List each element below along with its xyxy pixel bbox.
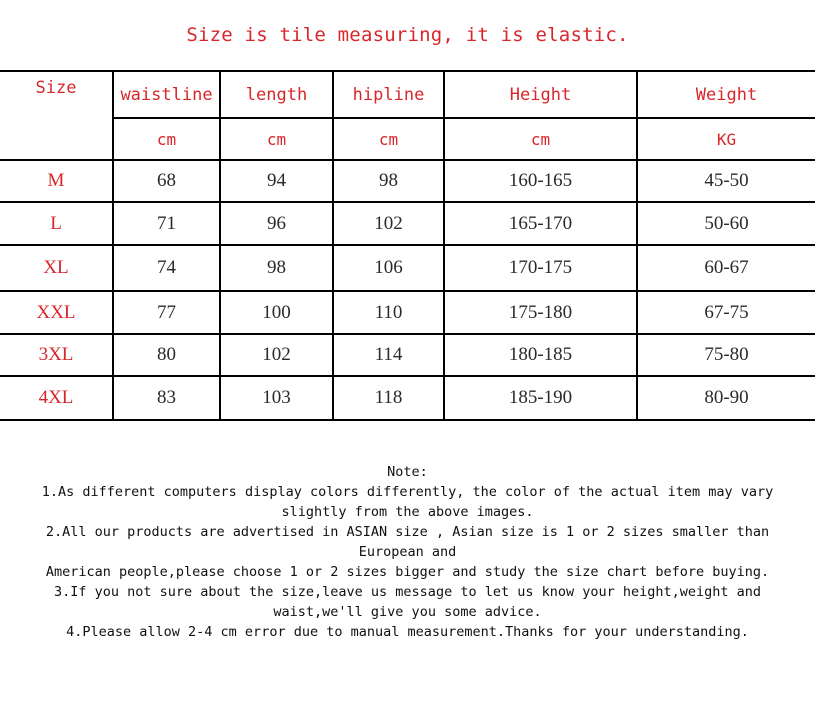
header-weight: Weight	[637, 71, 815, 118]
waistline-value: 80	[113, 334, 220, 376]
header-row	[0, 71, 815, 118]
unit-row	[0, 118, 815, 160]
waistline-value: 83	[113, 376, 220, 420]
waistline-value: 74	[113, 245, 220, 291]
note-line: waist,we'll give you some advice.	[273, 604, 542, 620]
header-size: Size	[0, 71, 113, 160]
hipline-value: 114	[333, 334, 444, 376]
note-line: slightly from the above images.	[281, 504, 534, 520]
note-line: 4.Please allow 2-4 cm error due to manual measurement.Thanks for your understanding.	[66, 624, 749, 640]
height-value: 170-175	[444, 245, 637, 291]
waistline-value: 71	[113, 202, 220, 245]
height-value: 180-185	[444, 334, 637, 376]
height-value: 175-180	[444, 291, 637, 334]
size-label: 3XL	[0, 334, 113, 376]
header-waistline: waistline	[113, 71, 220, 118]
table-row	[0, 202, 815, 245]
unit-weight: KG	[637, 118, 815, 160]
height-value: 165-170	[444, 202, 637, 245]
table-row	[0, 334, 815, 376]
notes-section	[0, 462, 815, 642]
hipline-value: 106	[333, 245, 444, 291]
height-value: 185-190	[444, 376, 637, 420]
note-line: 1.As different computers display colors differently, the color of the actual item may vary	[41, 484, 774, 500]
header-hipline: hipline	[333, 71, 444, 118]
note-line: 2.All our products are advertised in ASIAN size , Asian size is 1 or 2 sizes smaller than	[45, 524, 770, 540]
size-label: XXL	[0, 291, 113, 334]
note-line: European and	[358, 544, 457, 560]
notes-heading: Note:	[387, 464, 428, 480]
size-chart-table	[0, 70, 815, 421]
height-value: 160-165	[444, 160, 637, 202]
size-label: M	[0, 160, 113, 202]
length-value: 103	[220, 376, 333, 420]
table-row	[0, 245, 815, 291]
table-row	[0, 160, 815, 202]
weight-value: 50-60	[637, 202, 815, 245]
unit-length: cm	[220, 118, 333, 160]
waistline-value: 77	[113, 291, 220, 334]
hipline-value: 102	[333, 202, 444, 245]
unit-waistline: cm	[113, 118, 220, 160]
length-value: 98	[220, 245, 333, 291]
size-label: L	[0, 202, 113, 245]
weight-value: 45-50	[637, 160, 815, 202]
note-line: American people,please choose 1 or 2 sizes bigger and study the size chart before buying.	[45, 564, 770, 580]
length-value: 102	[220, 334, 333, 376]
size-label: XL	[0, 245, 113, 291]
weight-value: 75-80	[637, 334, 815, 376]
table-row	[0, 291, 815, 334]
weight-value: 67-75	[637, 291, 815, 334]
hipline-value: 110	[333, 291, 444, 334]
table-row	[0, 376, 815, 420]
weight-value: 60-67	[637, 245, 815, 291]
weight-value: 80-90	[637, 376, 815, 420]
length-value: 100	[220, 291, 333, 334]
header-length: length	[220, 71, 333, 118]
length-value: 96	[220, 202, 333, 245]
header-height: Height	[444, 71, 637, 118]
hipline-value: 118	[333, 376, 444, 420]
length-value: 94	[220, 160, 333, 202]
unit-height: cm	[444, 118, 637, 160]
hipline-value: 98	[333, 160, 444, 202]
size-label: 4XL	[0, 376, 113, 420]
note-line: 3.If you not sure about the size,leave us message to let us know your height,weight and	[53, 584, 762, 600]
unit-hipline: cm	[333, 118, 444, 160]
waistline-value: 68	[113, 160, 220, 202]
page-title: Size is tile measuring, it is elastic.	[186, 24, 629, 46]
